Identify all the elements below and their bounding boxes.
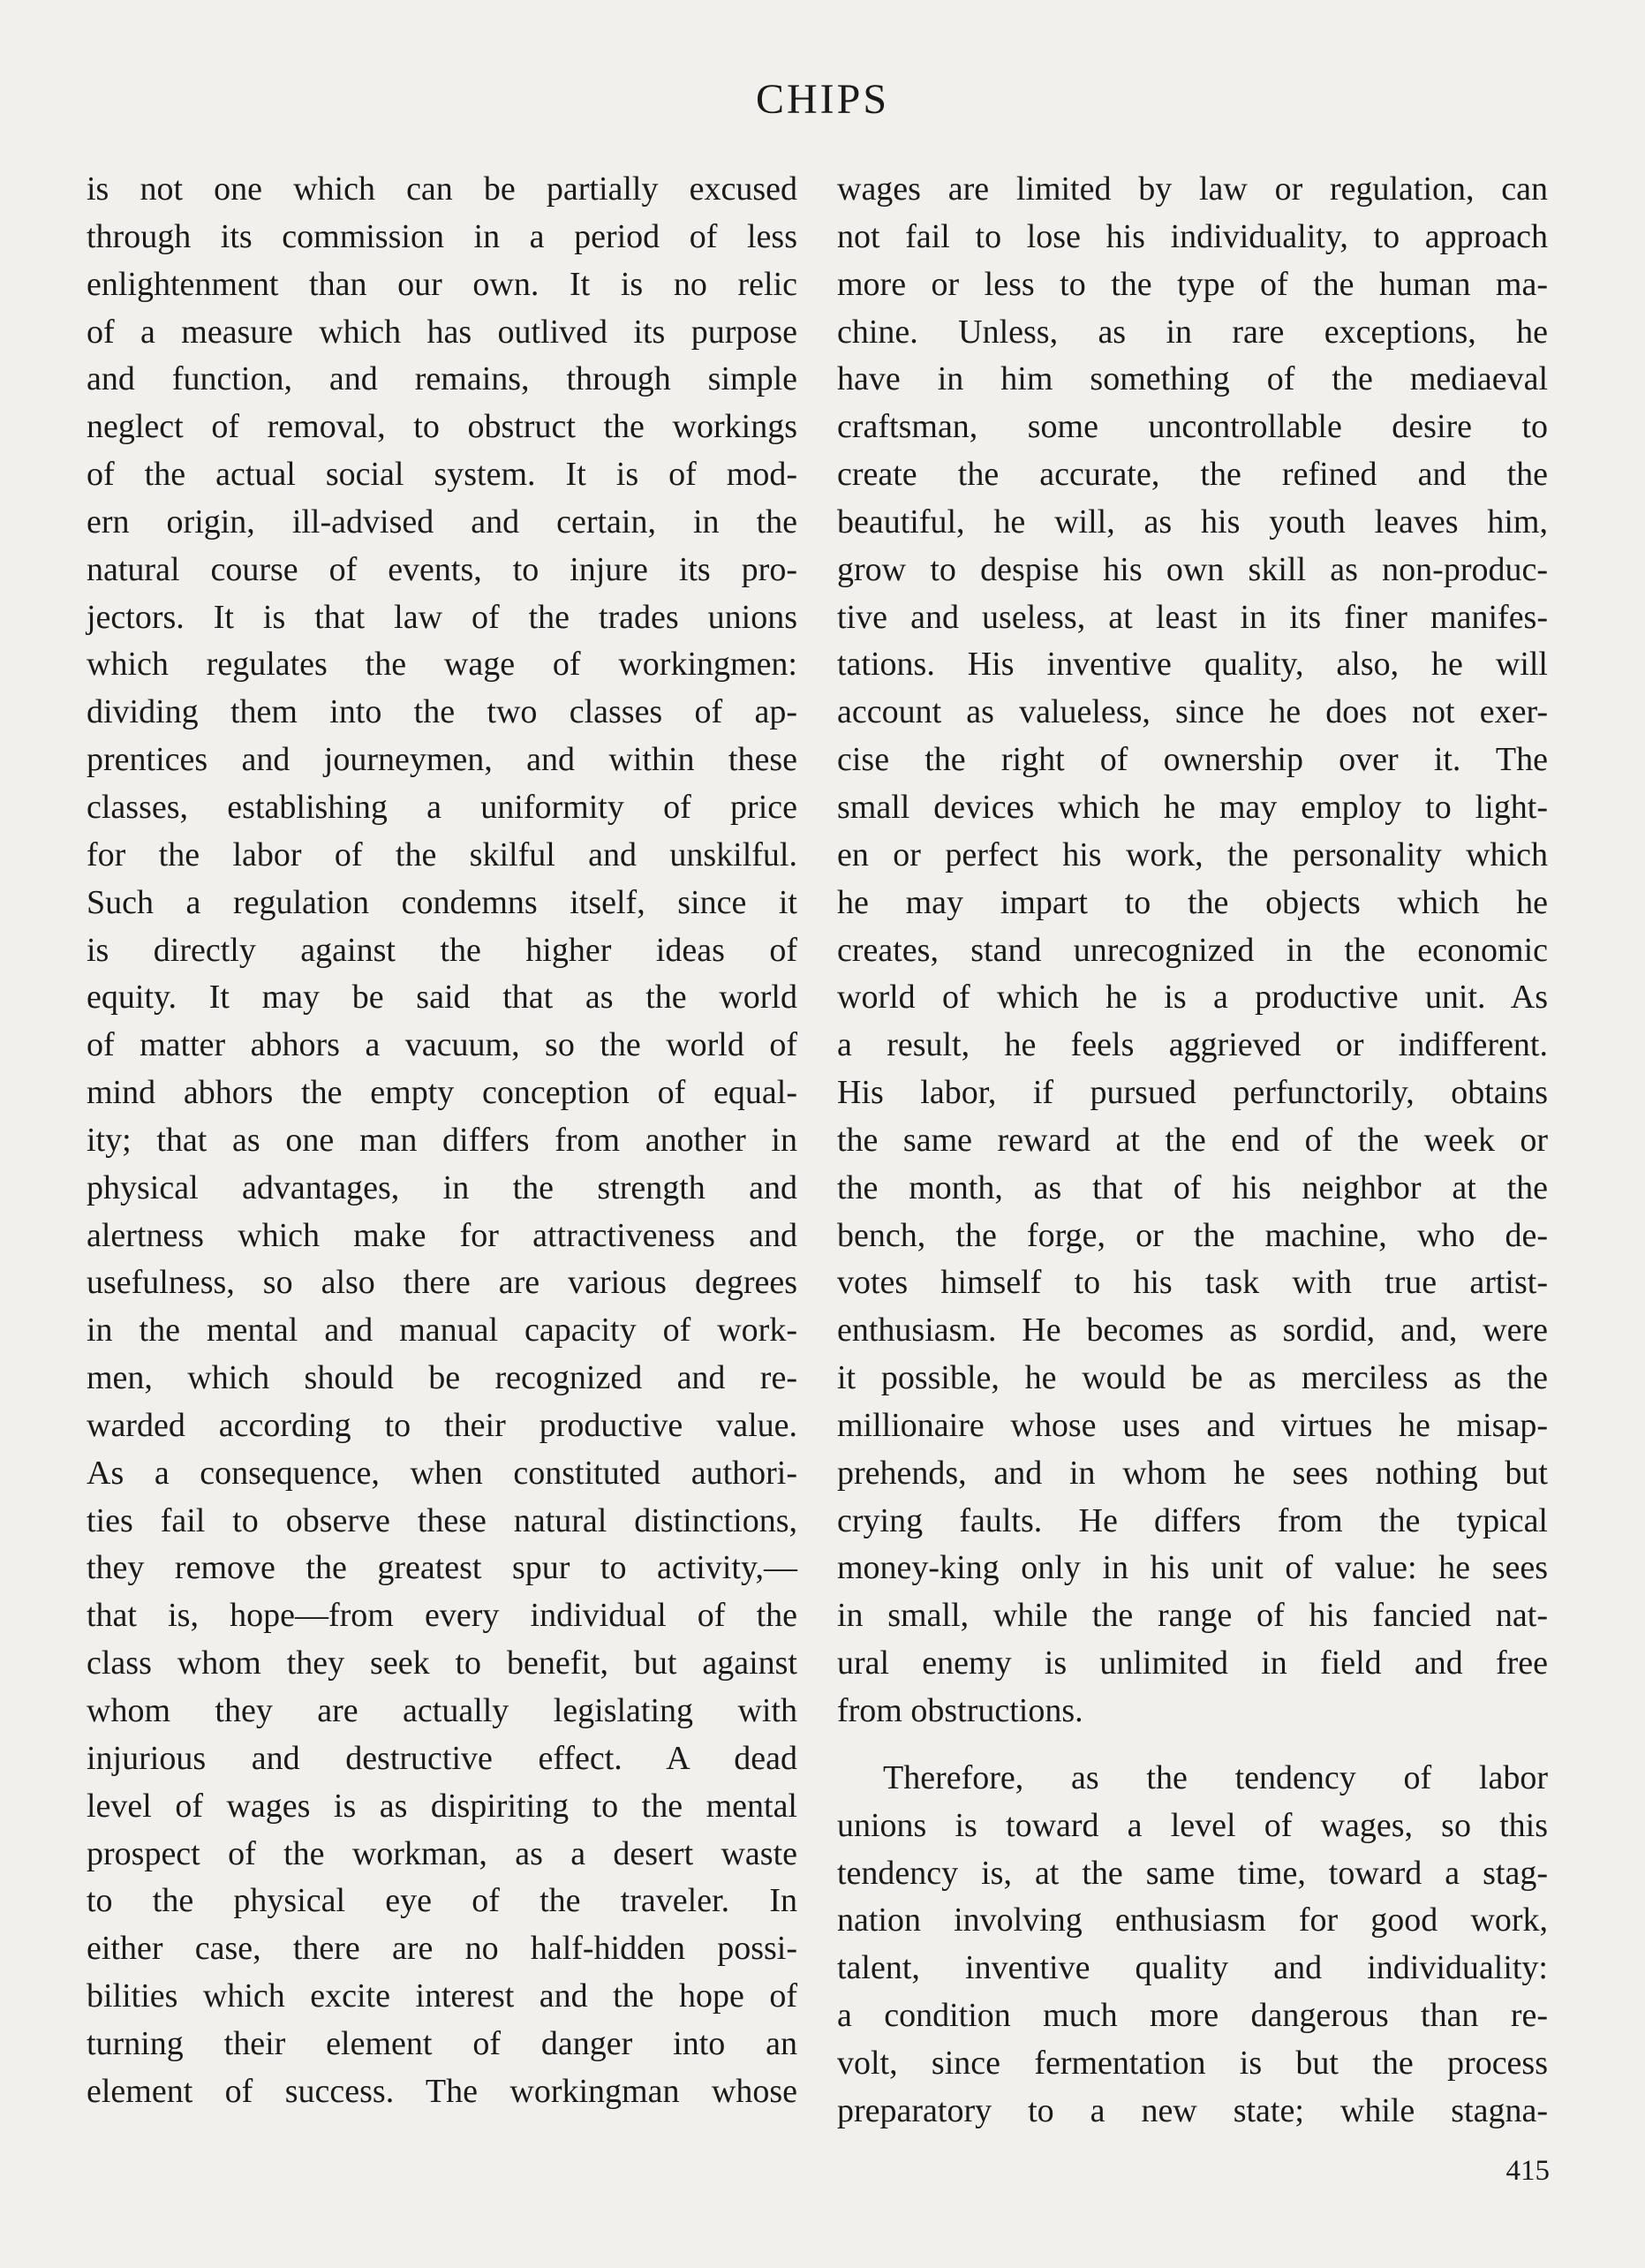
right-column bbox=[837, 166, 1548, 2136]
text-line: for the labor of the skilful and unskilful. bbox=[87, 835, 797, 873]
text-line: unions is toward a level of wages, so this bbox=[837, 1806, 1548, 1844]
text-line: volt, since fermentation is but the process bbox=[837, 2044, 1548, 2082]
text-line: the same reward at the end of the week or bbox=[837, 1121, 1548, 1159]
text-line: physical advantages, in the strength and bbox=[87, 1168, 797, 1206]
text-line: he may impart to the objects which he bbox=[837, 883, 1548, 921]
text-line: tations. His inventive quality, also, he will bbox=[837, 646, 1548, 684]
text-line: grow to despise his own skill as non-produc- bbox=[837, 550, 1548, 588]
text-line: turning their element of danger into an bbox=[87, 2024, 797, 2062]
text-line: tive and useless, at least in its finer manifes- bbox=[837, 598, 1548, 636]
text-line: a result, he feels aggrieved or indifferent. bbox=[837, 1026, 1548, 1064]
text-line: injurious and destructive effect. A dead bbox=[87, 1739, 797, 1777]
text-line: to the physical eye of the traveler. In bbox=[87, 1882, 797, 1920]
text-line: class whom they seek to benefit, but against bbox=[87, 1644, 797, 1682]
text-line: craftsman, some uncontrollable desire to bbox=[837, 408, 1548, 446]
text-line: Such a regulation condemns itself, since it bbox=[87, 883, 797, 921]
text-line: preparatory to a new state; while stagna- bbox=[837, 2091, 1548, 2129]
text-line: enlightenment than our own. It is no relic bbox=[87, 265, 797, 303]
text-line: is directly against the higher ideas of bbox=[87, 931, 797, 969]
text-line: His labor, if pursued perfunctorily, obtains bbox=[837, 1074, 1548, 1112]
text-line: bilities which excite interest and the hope of bbox=[87, 1977, 797, 2015]
text-line: equity. It may be said that as the world bbox=[87, 979, 797, 1017]
text-line: of matter abhors a vacuum, so the world of bbox=[87, 1026, 797, 1064]
text-line: level of wages is as dispiriting to the mental bbox=[87, 1787, 797, 1825]
text-line: it possible, he would be as merciless as the bbox=[837, 1359, 1548, 1397]
text-line: in small, while the range of his fancied nat- bbox=[837, 1597, 1548, 1635]
text-line: millionaire whose uses and virtues he misap- bbox=[837, 1406, 1548, 1444]
text-line: jectors. It is that law of the trades unions bbox=[87, 598, 797, 636]
text-line: create the accurate, the refined and the bbox=[837, 456, 1548, 494]
text-line: votes himself to his task with true artist- bbox=[837, 1264, 1548, 1302]
text-line: cise the right of ownership over it. The bbox=[837, 741, 1548, 779]
text-line: wages are limited by law or regulation, can bbox=[837, 170, 1548, 208]
text-line: have in him something of the mediaeval bbox=[837, 360, 1548, 398]
text-line: element of success. The workingman whose bbox=[87, 2072, 797, 2110]
text-line: beautiful, he will, as his youth leaves him, bbox=[837, 503, 1548, 541]
page-number: 415 bbox=[1505, 2155, 1550, 2187]
text-line: neglect of removal, to obstruct the workings bbox=[87, 408, 797, 446]
text-line: not fail to lose his individuality, to approach bbox=[837, 217, 1548, 255]
text-line: a condition much more dangerous than re- bbox=[837, 1997, 1548, 2035]
left-column bbox=[87, 166, 797, 2116]
text-line: usefulness, so also there are various degrees bbox=[87, 1264, 797, 1302]
text-line: tendency is, at the same time, toward a stag- bbox=[837, 1854, 1548, 1892]
text-line: creates, stand unrecognized in the economic bbox=[837, 931, 1548, 969]
text-line: prospect of the workman, as a desert waste bbox=[87, 1834, 797, 1872]
text-line: Therefore, as the tendency of labor bbox=[883, 1758, 1548, 1796]
text-line: men, which should be recognized and re- bbox=[87, 1359, 797, 1397]
text-line: whom they are actually legislating with bbox=[87, 1692, 797, 1729]
text-line: crying faults. He differs from the typical bbox=[837, 1501, 1548, 1539]
text-line: small devices which he may employ to light- bbox=[837, 788, 1548, 826]
text-line: dividing them into the two classes of ap- bbox=[87, 693, 797, 731]
text-line: that is, hope—from every individual of the bbox=[87, 1597, 797, 1635]
text-line: natural course of events, to injure its pro- bbox=[87, 550, 797, 588]
text-line: from obstructions. bbox=[837, 1692, 1083, 1729]
text-line: through its commission in a period of less bbox=[87, 217, 797, 255]
text-line: chine. Unless, as in rare exceptions, he bbox=[837, 313, 1548, 351]
text-line: either case, there are no half-hidden possi- bbox=[87, 1930, 797, 1968]
text-line: bench, the forge, or the machine, who de- bbox=[837, 1216, 1548, 1254]
text-line: and function, and remains, through simple bbox=[87, 360, 797, 398]
text-line: which regulates the wage of workingmen: bbox=[87, 646, 797, 684]
paragraph-break bbox=[837, 1735, 1548, 1755]
text-line: account as valueless, since he does not exer- bbox=[837, 693, 1548, 731]
text-line: As a consequence, when constituted authori- bbox=[87, 1454, 797, 1492]
text-line: enthusiasm. He becomes as sordid, and, were bbox=[837, 1312, 1548, 1349]
text-line: ural enemy is unlimited in field and free bbox=[837, 1644, 1548, 1682]
text-line: mind abhors the empty conception of equal- bbox=[87, 1074, 797, 1112]
text-line: ity; that as one man differs from another in bbox=[87, 1121, 797, 1159]
text-line: en or perfect his work, the personality which bbox=[837, 835, 1548, 873]
text-line: they remove the greatest spur to activity,— bbox=[87, 1549, 797, 1587]
page-title: CHIPS bbox=[755, 76, 890, 123]
text-line: the month, as that of his neighbor at the bbox=[837, 1168, 1548, 1206]
text-line: prentices and journeymen, and within these bbox=[87, 741, 797, 779]
text-line: classes, establishing a uniformity of price bbox=[87, 788, 797, 826]
text-line: is not one which can be partially excused bbox=[87, 170, 797, 208]
text-line: warded according to their productive value. bbox=[87, 1406, 797, 1444]
text-line: of a measure which has outlived its purpose bbox=[87, 313, 797, 351]
text-line: money-king only in his unit of value: he sees bbox=[837, 1549, 1548, 1587]
text-line: more or less to the type of the human ma- bbox=[837, 265, 1548, 303]
text-line: in the mental and manual capacity of work- bbox=[87, 1312, 797, 1349]
text-line: prehends, and in whom he sees nothing but bbox=[837, 1454, 1548, 1492]
text-line: of the actual social system. It is of mod- bbox=[87, 456, 797, 494]
text-line: alertness which make for attractiveness and bbox=[87, 1216, 797, 1254]
text-line: ern origin, ill-advised and certain, in the bbox=[87, 503, 797, 541]
text-line: ties fail to observe these natural distinctions, bbox=[87, 1501, 797, 1539]
text-line: world of which he is a productive unit. As bbox=[837, 979, 1548, 1017]
text-line: nation involving enthusiasm for good work, bbox=[837, 1901, 1548, 1939]
text-line: talent, inventive quality and individuality: bbox=[837, 1949, 1548, 1987]
